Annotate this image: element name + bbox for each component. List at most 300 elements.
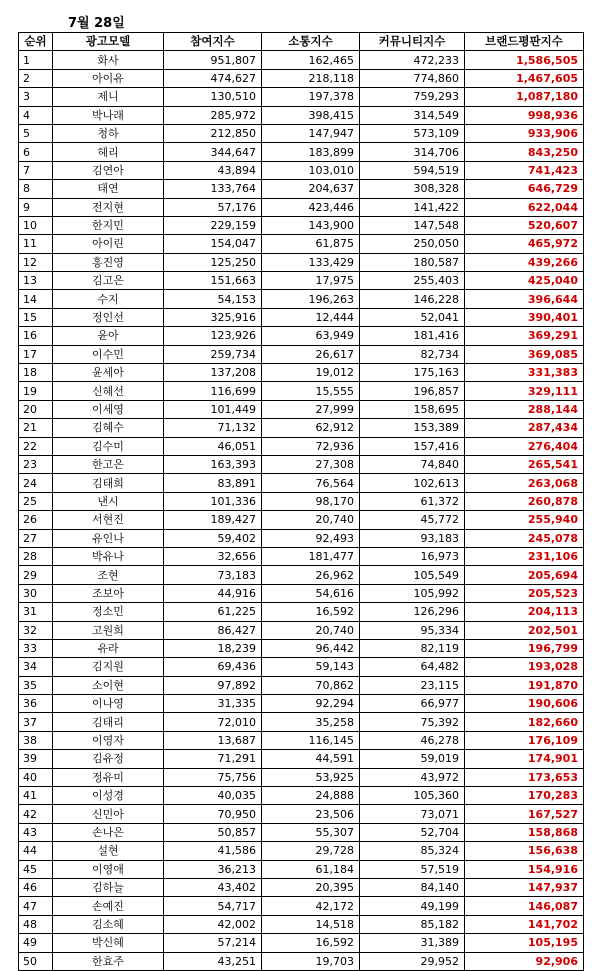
participation-cell: 154,047 [164,235,262,253]
community-cell: 85,324 [360,842,465,860]
table-row [19,161,584,179]
community-cell: 95,334 [360,621,465,639]
brand-score-cell: 231,106 [465,547,584,565]
model-name-cell: 서현진 [53,511,164,529]
brand-score-cell: 182,660 [465,713,584,731]
communication-cell: 61,875 [262,235,360,253]
brand-score-cell: 176,109 [465,731,584,749]
community-cell: 43,972 [360,768,465,786]
table-row [19,235,584,253]
rank-cell: 15 [19,308,53,326]
brand-score-cell: 204,113 [465,603,584,621]
table-row [19,934,584,952]
model-name-cell: 제니 [53,88,164,106]
community-cell: 158,695 [360,400,465,418]
participation-cell: 46,051 [164,437,262,455]
model-name-cell: 박유나 [53,547,164,565]
rank-cell: 35 [19,676,53,694]
model-name-cell: 한효주 [53,952,164,970]
communication-cell: 183,899 [262,143,360,161]
brand-score-cell: 158,868 [465,823,584,841]
brand-score-cell: 369,085 [465,345,584,363]
table-row [19,124,584,142]
table-row [19,198,584,216]
brand-score-cell: 396,644 [465,290,584,308]
rank-cell: 4 [19,106,53,124]
table-row [19,180,584,198]
communication-cell: 35,258 [262,713,360,731]
table-row [19,676,584,694]
brand-score-cell: 276,404 [465,437,584,455]
rank-cell: 29 [19,566,53,584]
community-cell: 93,183 [360,529,465,547]
communication-cell: 70,862 [262,676,360,694]
model-name-cell: 아이유 [53,69,164,87]
table-row [19,897,584,915]
community-cell: 196,857 [360,382,465,400]
communication-cell: 15,555 [262,382,360,400]
rank-cell: 36 [19,695,53,713]
communication-cell: 143,900 [262,216,360,234]
model-name-cell: 설현 [53,842,164,860]
community-cell: 180,587 [360,253,465,271]
community-cell: 64,482 [360,658,465,676]
rank-cell: 13 [19,272,53,290]
table-body [19,51,584,971]
rank-cell: 8 [19,180,53,198]
community-cell: 774,860 [360,69,465,87]
model-name-cell: 김수미 [53,437,164,455]
table-row [19,566,584,584]
table-header-row [19,33,584,51]
model-name-cell: 아이린 [53,235,164,253]
participation-cell: 50,857 [164,823,262,841]
community-cell: 141,422 [360,198,465,216]
brand-score-cell: 205,694 [465,566,584,584]
participation-cell: 59,402 [164,529,262,547]
brand-score-cell: 287,434 [465,419,584,437]
model-name-cell: 조보아 [53,584,164,602]
brand-score-cell: 465,972 [465,235,584,253]
communication-cell: 54,616 [262,584,360,602]
brand-score-cell: 331,383 [465,364,584,382]
brand-score-cell: 146,087 [465,897,584,915]
table-row [19,860,584,878]
community-cell: 157,416 [360,437,465,455]
community-cell: 74,840 [360,455,465,473]
participation-cell: 101,449 [164,400,262,418]
model-name-cell: 이수민 [53,345,164,363]
model-name-cell: 화사 [53,51,164,69]
community-cell: 31,389 [360,934,465,952]
header-community: 커뮤니티지수 [360,33,465,51]
rank-cell: 49 [19,934,53,952]
communication-cell: 63,949 [262,327,360,345]
model-name-cell: 이세영 [53,400,164,418]
table-row [19,805,584,823]
brand-score-cell: 92,906 [465,952,584,970]
table-row [19,437,584,455]
communication-cell: 96,442 [262,639,360,657]
model-name-cell: 김소혜 [53,915,164,933]
rank-cell: 26 [19,511,53,529]
community-cell: 84,140 [360,878,465,896]
header-brand-reputation: 브랜드평판지수 [465,33,584,51]
community-cell: 57,519 [360,860,465,878]
participation-cell: 71,132 [164,419,262,437]
brand-score-cell: 205,523 [465,584,584,602]
table-row [19,750,584,768]
community-cell: 472,233 [360,51,465,69]
table-row [19,529,584,547]
communication-cell: 27,308 [262,455,360,473]
model-name-cell: 박나래 [53,106,164,124]
community-cell: 105,549 [360,566,465,584]
participation-cell: 123,926 [164,327,262,345]
participation-cell: 36,213 [164,860,262,878]
model-name-cell: 한고은 [53,455,164,473]
model-name-cell: 태연 [53,180,164,198]
brand-score-cell: 167,527 [465,805,584,823]
model-name-cell: 정유미 [53,768,164,786]
table-row [19,952,584,970]
brand-score-cell: 141,702 [465,915,584,933]
community-cell: 49,199 [360,897,465,915]
communication-cell: 55,307 [262,823,360,841]
community-cell: 75,392 [360,713,465,731]
brand-score-cell: 329,111 [465,382,584,400]
model-name-cell: 신민아 [53,805,164,823]
table-row [19,603,584,621]
model-name-cell: 소이현 [53,676,164,694]
participation-cell: 133,764 [164,180,262,198]
community-cell: 102,613 [360,474,465,492]
brand-score-cell: 843,250 [465,143,584,161]
participation-cell: 18,239 [164,639,262,657]
brand-score-cell: 105,195 [465,934,584,952]
brand-score-cell: 265,541 [465,455,584,473]
rank-cell: 21 [19,419,53,437]
table-row [19,419,584,437]
communication-cell: 218,118 [262,69,360,87]
brand-score-cell: 1,087,180 [465,88,584,106]
table-row [19,327,584,345]
participation-cell: 97,892 [164,676,262,694]
community-cell: 52,041 [360,308,465,326]
participation-cell: 54,717 [164,897,262,915]
rank-cell: 9 [19,198,53,216]
table-row [19,455,584,473]
community-cell: 314,549 [360,106,465,124]
rank-cell: 30 [19,584,53,602]
rank-cell: 1 [19,51,53,69]
rank-cell: 14 [19,290,53,308]
communication-cell: 76,564 [262,474,360,492]
model-name-cell: 김태리 [53,713,164,731]
community-cell: 16,973 [360,547,465,565]
participation-cell: 259,734 [164,345,262,363]
community-cell: 153,389 [360,419,465,437]
rank-cell: 38 [19,731,53,749]
brand-score-cell: 202,501 [465,621,584,639]
participation-cell: 951,807 [164,51,262,69]
rank-cell: 23 [19,455,53,473]
participation-cell: 32,656 [164,547,262,565]
community-cell: 85,182 [360,915,465,933]
community-cell: 82,119 [360,639,465,657]
communication-cell: 20,740 [262,511,360,529]
community-cell: 23,115 [360,676,465,694]
rank-cell: 5 [19,124,53,142]
table-row [19,842,584,860]
header-participation: 참여지수 [164,33,262,51]
rank-cell: 17 [19,345,53,363]
rank-cell: 22 [19,437,53,455]
model-name-cell: 유라 [53,639,164,657]
communication-cell: 12,444 [262,308,360,326]
brand-score-cell: 260,878 [465,492,584,510]
community-cell: 308,328 [360,180,465,198]
table-row [19,639,584,657]
brand-score-cell: 998,936 [465,106,584,124]
communication-cell: 20,395 [262,878,360,896]
model-name-cell: 김지원 [53,658,164,676]
communication-cell: 62,912 [262,419,360,437]
rank-cell: 3 [19,88,53,106]
rank-cell: 10 [19,216,53,234]
table-row [19,584,584,602]
table-row [19,621,584,639]
communication-cell: 204,637 [262,180,360,198]
model-name-cell: 조현 [53,566,164,584]
table-row [19,88,584,106]
table-row [19,143,584,161]
model-name-cell: 수지 [53,290,164,308]
model-name-cell: 김혜수 [53,419,164,437]
community-cell: 105,360 [360,787,465,805]
rank-cell: 32 [19,621,53,639]
table-row [19,364,584,382]
model-name-cell: 김하늘 [53,878,164,896]
rank-cell: 48 [19,915,53,933]
communication-cell: 27,999 [262,400,360,418]
participation-cell: 43,251 [164,952,262,970]
participation-cell: 163,393 [164,455,262,473]
community-cell: 181,416 [360,327,465,345]
model-name-cell: 박신혜 [53,934,164,952]
model-name-cell: 고원희 [53,621,164,639]
rank-cell: 43 [19,823,53,841]
model-name-cell: 이영자 [53,731,164,749]
community-cell: 59,019 [360,750,465,768]
communication-cell: 42,172 [262,897,360,915]
participation-cell: 137,208 [164,364,262,382]
model-name-cell: 유인나 [53,529,164,547]
brand-score-cell: 196,799 [465,639,584,657]
model-name-cell: 헤리 [53,143,164,161]
rank-cell: 47 [19,897,53,915]
participation-cell: 73,183 [164,566,262,584]
table-row [19,768,584,786]
participation-cell: 43,402 [164,878,262,896]
header-communication: 소통지수 [262,33,360,51]
brand-score-cell: 170,283 [465,787,584,805]
participation-cell: 41,586 [164,842,262,860]
brand-score-cell: 741,423 [465,161,584,179]
rank-cell: 7 [19,161,53,179]
rank-cell: 50 [19,952,53,970]
table-row [19,51,584,69]
communication-cell: 147,947 [262,124,360,142]
community-cell: 82,734 [360,345,465,363]
model-name-cell: 이영애 [53,860,164,878]
table-row [19,400,584,418]
community-cell: 759,293 [360,88,465,106]
model-name-cell: 김고은 [53,272,164,290]
community-cell: 573,109 [360,124,465,142]
participation-cell: 344,647 [164,143,262,161]
participation-cell: 86,427 [164,621,262,639]
rank-cell: 27 [19,529,53,547]
table-row [19,272,584,290]
rank-cell: 19 [19,382,53,400]
model-name-cell: 정소민 [53,603,164,621]
participation-cell: 13,687 [164,731,262,749]
participation-cell: 71,291 [164,750,262,768]
participation-cell: 83,891 [164,474,262,492]
table-row [19,658,584,676]
rank-cell: 45 [19,860,53,878]
table-row [19,345,584,363]
rank-cell: 37 [19,713,53,731]
table-row [19,474,584,492]
table-row [19,511,584,529]
table-row [19,69,584,87]
communication-cell: 19,703 [262,952,360,970]
brand-score-cell: 520,607 [465,216,584,234]
table-row [19,547,584,565]
community-cell: 61,372 [360,492,465,510]
model-name-cell: 정인선 [53,308,164,326]
brand-score-cell: 255,940 [465,511,584,529]
communication-cell: 162,465 [262,51,360,69]
participation-cell: 325,916 [164,308,262,326]
rank-cell: 39 [19,750,53,768]
communication-cell: 116,145 [262,731,360,749]
participation-cell: 116,699 [164,382,262,400]
rank-cell: 24 [19,474,53,492]
participation-cell: 70,950 [164,805,262,823]
community-cell: 46,278 [360,731,465,749]
brand-score-cell: 622,044 [465,198,584,216]
rank-cell: 6 [19,143,53,161]
rank-cell: 44 [19,842,53,860]
model-name-cell: 청하 [53,124,164,142]
community-cell: 52,704 [360,823,465,841]
model-name-cell: 한지민 [53,216,164,234]
communication-cell: 23,506 [262,805,360,823]
rank-cell: 25 [19,492,53,510]
participation-cell: 189,427 [164,511,262,529]
participation-cell: 151,663 [164,272,262,290]
brand-score-cell: 174,901 [465,750,584,768]
brand-score-cell: 439,266 [465,253,584,271]
rank-cell: 16 [19,327,53,345]
brand-score-cell: 263,068 [465,474,584,492]
brand-score-cell: 1,467,605 [465,69,584,87]
communication-cell: 20,740 [262,621,360,639]
communication-cell: 92,294 [262,695,360,713]
brand-score-cell: 193,028 [465,658,584,676]
communication-cell: 14,518 [262,915,360,933]
model-name-cell: 이성경 [53,787,164,805]
community-cell: 66,977 [360,695,465,713]
participation-cell: 474,627 [164,69,262,87]
communication-cell: 53,925 [262,768,360,786]
communication-cell: 61,184 [262,860,360,878]
brand-reputation-table [18,32,584,971]
rank-cell: 46 [19,878,53,896]
header-model: 광고모델 [53,33,164,51]
participation-cell: 57,176 [164,198,262,216]
participation-cell: 61,225 [164,603,262,621]
participation-cell: 54,153 [164,290,262,308]
communication-cell: 26,962 [262,566,360,584]
brand-score-cell: 1,586,505 [465,51,584,69]
communication-cell: 98,170 [262,492,360,510]
communication-cell: 16,592 [262,934,360,952]
brand-score-cell: 147,937 [465,878,584,896]
table-row [19,823,584,841]
model-name-cell: 윤아 [53,327,164,345]
model-name-cell: 김연아 [53,161,164,179]
date-title: 7월 28일 [68,16,125,31]
brand-score-cell: 369,291 [465,327,584,345]
community-cell: 255,403 [360,272,465,290]
participation-cell: 72,010 [164,713,262,731]
community-cell: 314,706 [360,143,465,161]
communication-cell: 16,592 [262,603,360,621]
participation-cell: 40,035 [164,787,262,805]
communication-cell: 423,446 [262,198,360,216]
communication-cell: 133,429 [262,253,360,271]
participation-cell: 130,510 [164,88,262,106]
rank-cell: 33 [19,639,53,657]
participation-cell: 69,436 [164,658,262,676]
rank-cell: 11 [19,235,53,253]
participation-cell: 125,250 [164,253,262,271]
rank-cell: 41 [19,787,53,805]
communication-cell: 24,888 [262,787,360,805]
rank-cell: 31 [19,603,53,621]
brand-score-cell: 425,040 [465,272,584,290]
community-cell: 146,228 [360,290,465,308]
community-cell: 29,952 [360,952,465,970]
model-name-cell: 손나은 [53,823,164,841]
table-row [19,915,584,933]
communication-cell: 44,591 [262,750,360,768]
participation-cell: 212,850 [164,124,262,142]
header-rank: 순위 [19,33,53,51]
participation-cell: 229,159 [164,216,262,234]
brand-score-cell: 154,916 [465,860,584,878]
model-name-cell: 전지현 [53,198,164,216]
communication-cell: 17,975 [262,272,360,290]
communication-cell: 29,728 [262,842,360,860]
brand-score-cell: 646,729 [465,180,584,198]
community-cell: 250,050 [360,235,465,253]
communication-cell: 196,263 [262,290,360,308]
